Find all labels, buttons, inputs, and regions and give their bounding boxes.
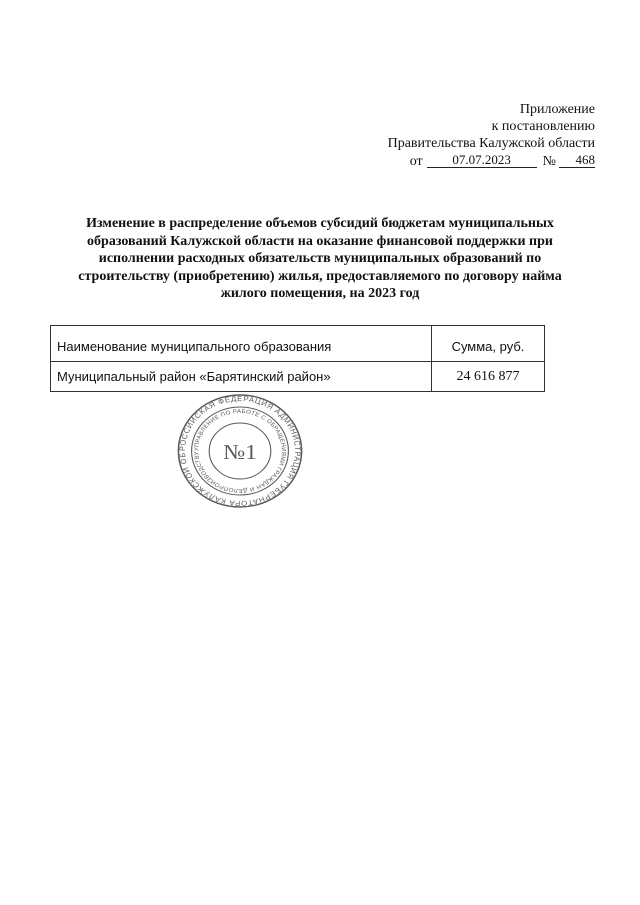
seal-center-number: №1 [223, 439, 257, 464]
seal-inner-text: УПРАВЛЕНИЕ ПО РАБОТЕ С ОБРАЩЕНИЯМИ ГРАЖДАН И ДЕЛОПРОИЗВОДСТВУ [193, 409, 287, 493]
resolution-date: 07.07.2023 [427, 153, 537, 168]
appendix-label: Приложение [519, 102, 595, 117]
date-prefix: от [409, 154, 423, 169]
issuer-name: Правительства Калужской области [387, 136, 595, 151]
subsidy-table [50, 325, 545, 392]
municipality-name-cell: Муниципальный район «Барятинский район» [51, 362, 432, 392]
table-row [51, 362, 545, 392]
resolution-reference: к постановлению [491, 119, 595, 134]
sum-cell: 24 616 877 [432, 362, 545, 392]
document-title: Изменение в распределение объемов субсидий бюджетам муниципальных образований Калужской области на оказание финансовой поддержки при исполнении расходных обязательств муниципальных образований по строительству (приобретению) жилья, предоставляемого по договору найма жилого помещения, на 2023 год [78, 216, 562, 301]
number-prefix: № [542, 154, 556, 169]
official-seal-stamp [160, 393, 320, 509]
column-header-sum: Сумма, руб. [432, 326, 545, 362]
column-header-municipality: Наименование муниципального образования [51, 326, 432, 362]
date-number-line [355, 153, 595, 170]
appendix-header [355, 101, 595, 170]
resolution-number: 468 [559, 153, 595, 168]
seal-outer-text: РОССИЙСКАЯ ФЕДЕРАЦИЯ АДМИНИСТРАЦИЯ ГУБЕРНАТОРА КАЛУЖСКОЙ ОБ [177, 394, 303, 508]
table-header-row [51, 326, 545, 362]
